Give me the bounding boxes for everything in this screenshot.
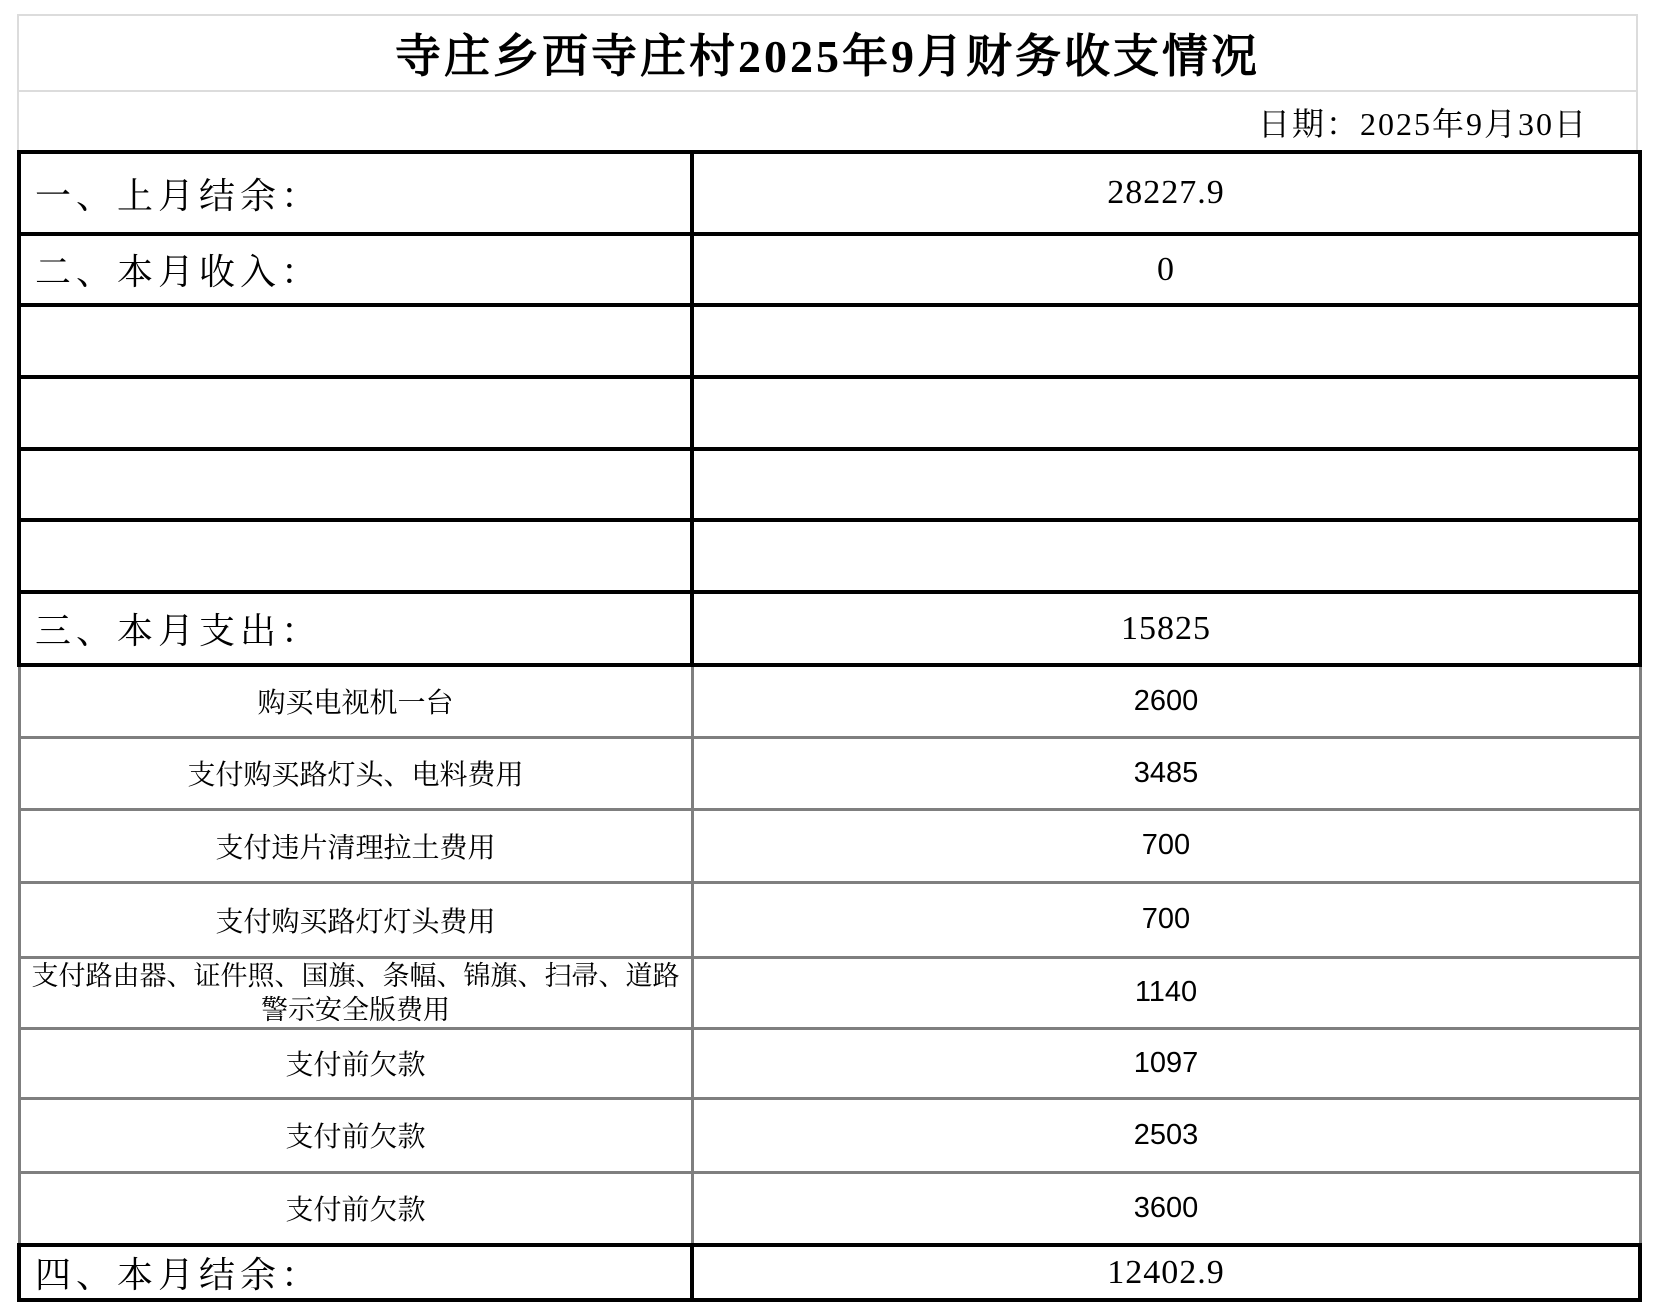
row-label-cell [19,377,692,449]
row-value-cell: 700 [692,882,1640,957]
row-value-cell: 1097 [692,1028,1640,1098]
row-label-cell: 支付前欠款 [19,1098,692,1172]
finance-table [17,150,1642,1302]
row-value-cell: 2600 [692,665,1640,737]
row-value-cell [692,377,1640,449]
row-label-cell: 三、本月支出： [19,592,692,665]
row-value-cell: 3600 [692,1172,1640,1245]
row-value-cell: 12402.9 [692,1245,1640,1300]
row-value-cell: 0 [692,234,1640,305]
table-row [19,1172,1640,1245]
row-value-cell [692,305,1640,377]
row-value-cell: 2503 [692,1098,1640,1172]
row-label-cell: 支付购买路灯头、电料费用 [19,737,692,809]
row-label-cell: 支付前欠款 [19,1028,692,1098]
row-label-cell: 购买电视机一台 [19,665,692,737]
table-row [19,152,1640,234]
row-label-cell [19,305,692,377]
table-row [19,737,1640,809]
row-label-cell: 支付购买路灯灯头费用 [19,882,692,957]
table-row-empty [19,377,1640,449]
table-row [19,592,1640,665]
row-value-cell: 28227.9 [692,152,1640,234]
row-label-cell: 二、本月收入： [19,234,692,305]
row-label-cell [19,520,692,592]
table-row [19,1098,1640,1172]
table-row-empty [19,520,1640,592]
table-row [19,809,1640,882]
table-row [19,1028,1640,1098]
table-row [19,1245,1640,1300]
table-row-empty [19,305,1640,377]
page-title: 寺庄乡西寺庄村2025年9月财务收支情况 [19,16,1636,92]
row-value-cell [692,520,1640,592]
row-label-cell: 支付违片清理拉土费用 [19,809,692,882]
table-row [19,234,1640,305]
table-row-empty [19,449,1640,520]
report-date: 日期：2025年9月30日 [1257,106,1588,142]
report-header [17,14,1638,152]
row-value-cell: 15825 [692,592,1640,665]
table-row [19,882,1640,957]
row-label-cell [19,449,692,520]
row-label-cell: 四、本月结余： [19,1245,692,1300]
row-value-cell: 700 [692,809,1640,882]
row-value-cell: 1140 [692,957,1640,1028]
table-row [19,957,1640,1028]
table-row [19,665,1640,737]
row-label-cell: 一、上月结余： [19,152,692,234]
row-value-cell [692,449,1640,520]
row-label-cell: 支付前欠款 [19,1172,692,1245]
row-label-cell: 支付路由器、证件照、国旗、条幅、锦旗、扫帚、道路警示安全版费用 [19,957,692,1028]
row-value-cell: 3485 [692,737,1640,809]
